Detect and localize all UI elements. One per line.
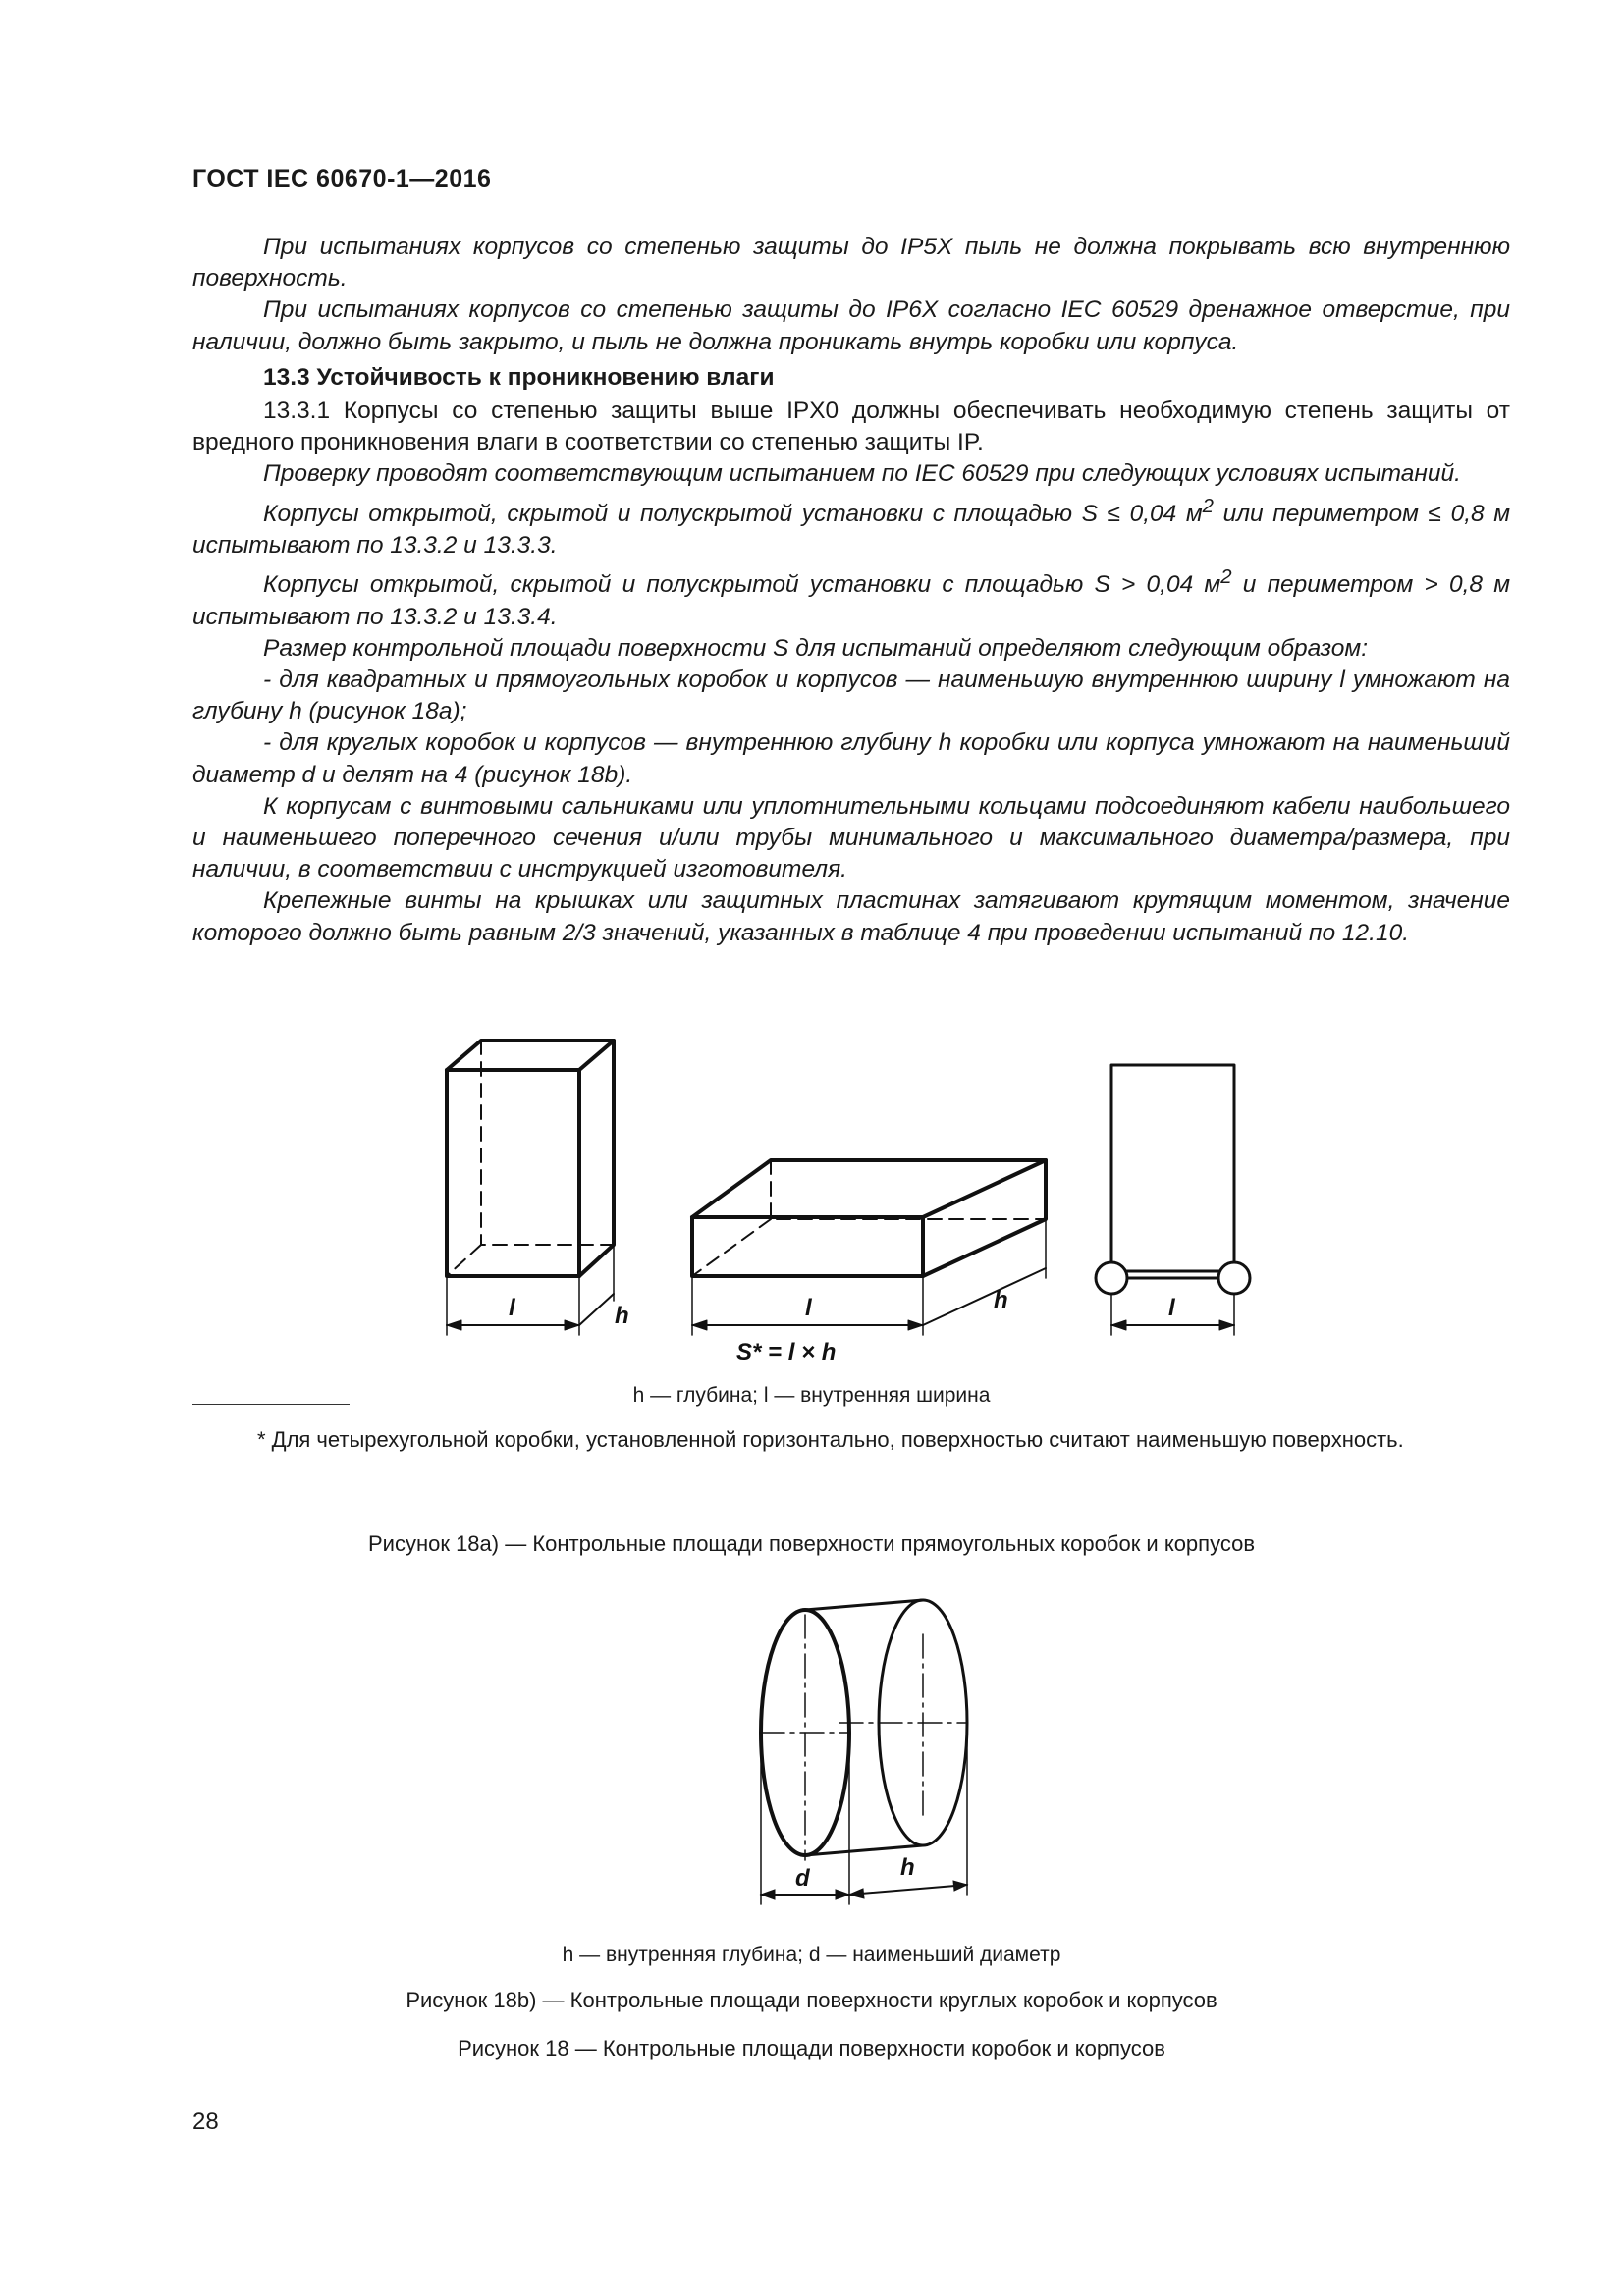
flat-box-shape — [692, 1160, 1046, 1335]
flat-box-h-label: h — [994, 1287, 1008, 1313]
paragraph-area-size: Размер контрольной площади поверхности S для испытаний определяют следующим образом: — [263, 634, 1369, 662]
paragraph-large-area-end: и периметром > 0,8 м испытывают по 13.3.2 и 13.3.4. — [192, 571, 1510, 630]
figure-18a-caption: Рисунок 18а) — Контрольные площади поверхности прямоугольных коробок и корпусов — [367, 1531, 1256, 1556]
paragraph-large-area-start: Корпусы открытой, скрытой и полускрытой установки с площадью S > 0,04 м — [263, 571, 1221, 599]
paragraph-small-area-sup: 2 — [1202, 495, 1215, 517]
paragraph-small-area-end: или периметром ≤ 0,8 м испытывают по 13.3.2 и 13.3.3. — [192, 500, 1511, 559]
cylinder-d-label: d — [795, 1865, 810, 1892]
paragraph-glands: К корпусам с винтовыми сальниками или уплотнительными кольцами подсоединяют кабели наибольшего и наименьшего поперечного сечения и/или трубы минимального и максимального диаметра/размера, при наличии, в соответствии с инструкцией изготовителя. — [192, 792, 1510, 883]
page-number: 28 — [192, 2109, 219, 2135]
flat-box-l-label: l — [805, 1295, 812, 1321]
tall-box-h-label: h — [615, 1303, 629, 1329]
paragraph-rectangular: - для квадратных и прямоугольных коробок и корпусов — наименьшую внутреннюю ширину l умножают на глубину h (рисунок 18a); — [192, 666, 1510, 725]
cylinder-h-label: h — [900, 1854, 915, 1881]
paragraph-large-area — [192, 561, 1510, 633]
document-header: ГОСТ IEC 60670-1—2016 — [192, 165, 492, 192]
figure-18b-caption: Рисунок 18b) — Контрольные площади поверхности круглых коробок и корпусов — [406, 1988, 1217, 2012]
body-text — [192, 232, 1510, 949]
paragraph-dust-ip6x: При испытаниях корпусов со степенью защиты до IP6X согласно IEC 60529 дренажное отверстие, при наличии, должно быть закрыто, и пыль не должна проникать внутрь коробки или корпуса. — [192, 296, 1510, 355]
section-heading: 13.3 Устойчивость к проникновению влаги — [263, 363, 775, 391]
paragraph-test-check: Проверку проводят соответствующим испытанием по IEC 60529 при следующих условиях испытаний. — [263, 460, 1461, 488]
paragraph-large-area-sup: 2 — [1220, 566, 1232, 589]
paragraph-small-area-start: Корпусы открытой, скрытой и полускрытой установки с площадью S ≤ 0,04 м — [263, 500, 1203, 527]
figure-18-caption: Рисунок 18 — Контрольные площади поверхности коробок и корпусов — [458, 2036, 1165, 2060]
paragraph-screws: Крепежные винты на крышках или защитных пластинах затягивают крутящим моментом, значение которого должно быть равным 2/3 значений, указанных в таблице 4 при проведении испытаний по 12.10. — [192, 887, 1510, 946]
paragraph-round: - для круглых коробок и корпусов — внутреннюю глубину h коробки или корпуса умножают на наименьший диаметр d и делят на 4 (рисунок 18b). — [192, 729, 1510, 788]
paragraph-small-area — [192, 491, 1510, 562]
paragraph-dust-ip5x: При испытаниях корпусов со степенью защиты до IP5X пыль не должна покрывать всю внутреннюю поверхность. — [192, 234, 1510, 293]
figure-18a-legend: h — глубина; l — внутренняя ширина — [632, 1384, 991, 1407]
paragraph-13-3-1: 13.3.1 Корпусы со степенью защиты выше IPX0 должны обеспечивать необходимую степень защиты от вредного проникновения влаги в соответствии со степенью защиты IP. — [192, 398, 1510, 456]
footnote-rule — [192, 1404, 350, 1405]
figure-18a-drawing — [432, 1021, 1276, 1374]
tall-box-l-label: l — [509, 1295, 515, 1321]
ring-box-l-label: l — [1168, 1295, 1175, 1321]
figure-18a-footnote: * Для четырехугольной коробки, установленной горизонтально, поверхностью считают наименьшую поверхность. — [257, 1427, 1404, 1452]
tall-box-shape — [447, 1041, 614, 1335]
figure-18b-drawing — [741, 1575, 997, 1919]
figure-18b-legend: h — внутренняя глубина; d — наименьший диаметр — [562, 1944, 1061, 1966]
area-formula: S* = l × h — [736, 1339, 837, 1365]
